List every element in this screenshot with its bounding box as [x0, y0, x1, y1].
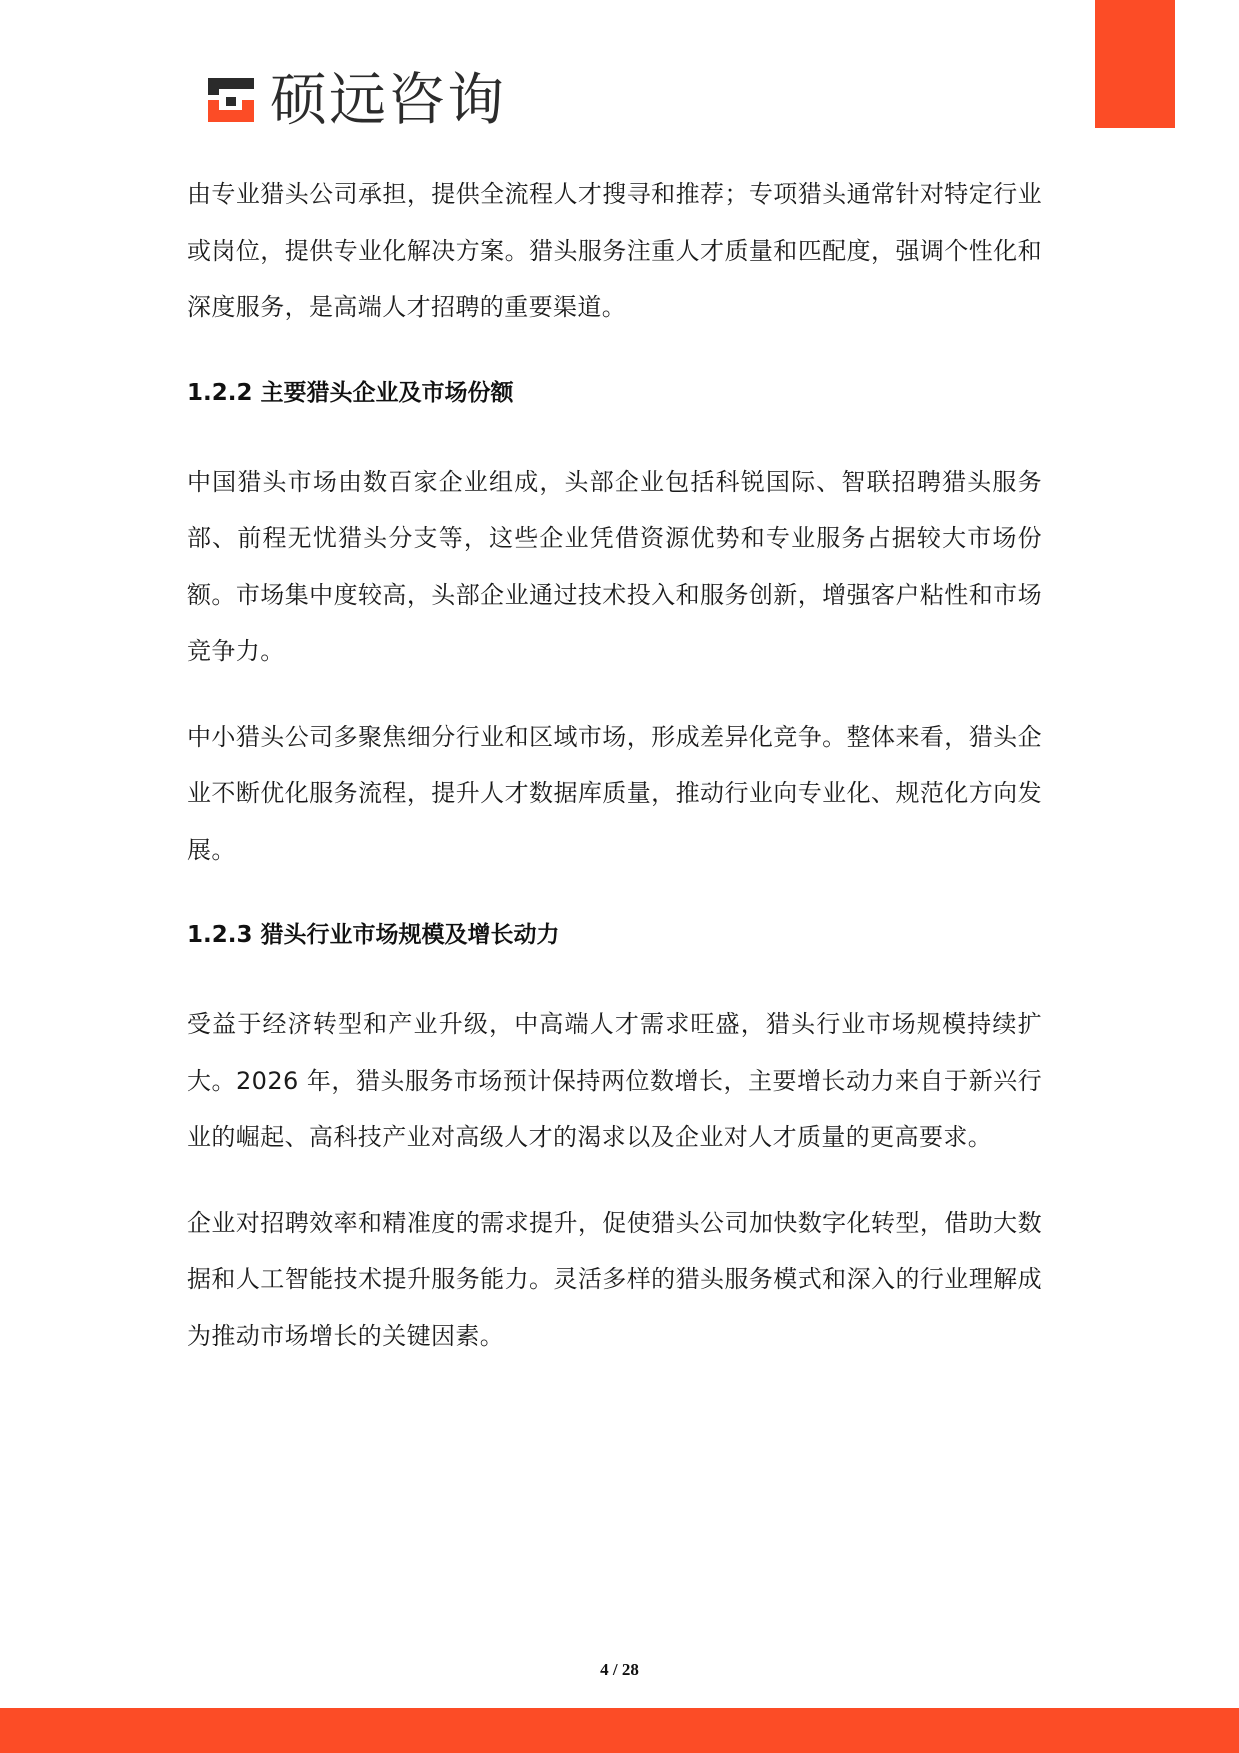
paragraph-growth-drivers: 企业对招聘效率和精准度的需求提升，促使猎头公司加快数字化转型，借助大数据和人工智能技术提升服务能力。灵活多样的猎头服务模式和深入的行业理解成为推动市场增长的关键因素。 — [187, 1208, 1042, 1350]
footer-accent-bar — [0, 1708, 1239, 1753]
brand-logo — [200, 67, 506, 133]
paragraph-major-firms: 中国猎头市场由数百家企业组成，头部企业包括科锐国际、智联招聘猎头服务部、前程无忧猎头分支等，这些企业凭借资源优势和专业服务占据较大市场份额。市场集中度较高，头部企业通过技术投入和服务创新，增强客户粘性和市场竞争力。 — [187, 467, 1042, 665]
brand-s-icon — [200, 72, 260, 128]
section-heading-1-2-2: 1.2.2 主要猎头企业及市场份额 — [187, 379, 514, 406]
paragraph-intro-continued: 由专业猎头公司承担，提供全流程人才搜寻和推荐；专项猎头通常针对特定行业或岗位，提供专业化解决方案。猎头服务注重人才质量和匹配度，强调个性化和深度服务，是高端人才招聘的重要渠道。 — [187, 180, 1042, 321]
corner-accent-tab — [1095, 0, 1175, 128]
paragraph-market-size: 受益于经济转型和产业升级，中高端人才需求旺盛，猎头行业市场规模持续扩大。2026 年，猎头服务市场预计保持两位数增长，主要增长动力来自于新兴行业的崛起、高科技产业对高级人才的渴求以及企业对人才质量的更高要求。 — [187, 1010, 1042, 1151]
brand-name: 硕远咨询 — [270, 67, 506, 133]
section-heading-1-2-3: 1.2.3 猎头行业市场规模及增长动力 — [187, 922, 560, 948]
paragraph-small-firms: 中小猎头公司多聚焦细分行业和区域市场，形成差异化竞争。整体来看，猎头企业不断优化服务流程，提升人才数据库质量，推动行业向专业化、规范化方向发展。 — [187, 722, 1042, 864]
document-body — [187, 166, 1042, 1393]
page-number: 4 / 28 — [600, 1660, 639, 1679]
